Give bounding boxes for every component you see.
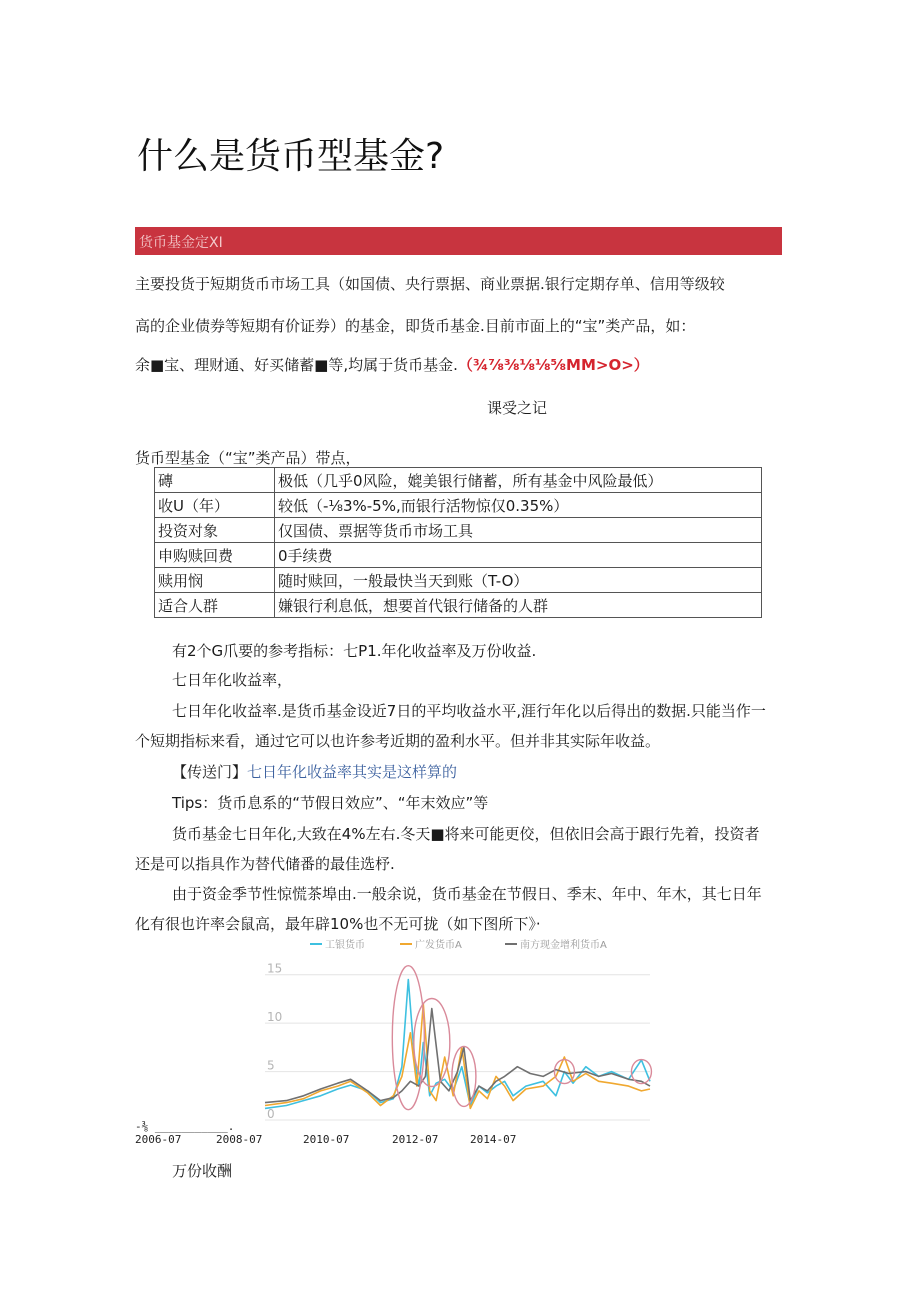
portal-prefix: 【传送门】: [172, 763, 248, 781]
chart-x-axis: [0, 1133, 920, 1149]
features-row-value: 随时赎回，一般最快当天到账（T-O）: [275, 568, 762, 593]
section-bar: [135, 227, 782, 255]
indicators-line: 有2个G爪要的参考指标：七P1.年化收益率及万份收益.: [172, 642, 537, 660]
features-row-value: 较低（-⅛3%-5%,而银行活物惊仅0.35%）: [275, 493, 762, 518]
y-tick-label: 15: [267, 961, 283, 976]
features-row: [155, 468, 762, 493]
intro-line-2: 高的企业债券等短期有价证券）的基金，即货币基金.目前市面上的“宝”类产品，如：: [135, 317, 696, 335]
features-row-value: 仅国债、票据等货币市场工具: [275, 518, 762, 543]
wanfen-heading: 万份收酬: [172, 1162, 233, 1180]
paragraph-a-line-1: 货币基金七日年化,大致在4%左右.冬天■将来可能更佼，但依旧会高于跟行先着，投资者: [172, 825, 760, 843]
intro-line-1: 主要投货于短期货币市场工具（如国债、央行票据、商业票据.银行定期存单、信用等级较: [135, 275, 725, 293]
seven-day-paragraph-line-1: 七日年化收益率.是货币基金设近7日的平均收益水平,涯行年化以后得出的数据.只能当作一: [172, 702, 766, 720]
seven-day-heading: 七日年化收益率，: [172, 671, 293, 689]
portal-link[interactable]: 七日年化收益率其实是这样算的: [247, 763, 458, 781]
legend-label: 工银货币: [325, 940, 365, 951]
features-row-key: 投资对象: [155, 518, 275, 543]
paragraph-a-line-2: 还是可以指具作为替代储番的最佳选杼.: [135, 855, 395, 873]
x-tick-label: 2012-07: [392, 1133, 439, 1146]
section-bar-label: 货币基金定XI: [139, 235, 223, 251]
features-row-key: 磚: [155, 468, 275, 493]
x-tick-label: 2006-07: [135, 1133, 182, 1146]
legend-label: 南方现金增利货币A: [520, 940, 607, 951]
paragraph-b-line-1: 由于资金季节性惊慌茶埠由.一般余说，货币基金在节假日、季末、年中、年木，其七日年: [172, 885, 762, 903]
features-row: [155, 568, 762, 593]
intro-line-3: [135, 354, 649, 375]
portal-line: [172, 761, 457, 782]
features-row-key: 适合人群: [155, 593, 275, 618]
features-row-key: 申购赎回费: [155, 543, 275, 568]
paragraph-b-line-2: 化有很也许率会鼠高，最年辟10%也不无可拢（如下图所下》·: [135, 915, 541, 933]
features-row-value: 嫌银行利息低，想要首代银行储备的人群: [275, 593, 762, 618]
features-row-key: 赎用悯: [155, 568, 275, 593]
chart-lead-mark: -⅜ ___________.: [135, 1120, 235, 1133]
series-line: [265, 1004, 650, 1109]
features-row: [155, 593, 762, 618]
y-tick-label: 10: [267, 1010, 283, 1025]
x-tick-label: 2008-07: [216, 1133, 263, 1146]
y-tick-label: 5: [267, 1058, 275, 1073]
features-row-value: 0手续费: [275, 543, 762, 568]
seven-day-yield-chart: [255, 935, 655, 1125]
features-table: [154, 467, 762, 618]
caption-center: 课受之记: [487, 399, 548, 417]
x-tick-label: 2014-07: [470, 1133, 517, 1146]
y-tick-label: 0: [267, 1107, 275, 1121]
intro-line-3-text: 余■宝、理财通、好买储蓄■等,均属于货币基金.: [135, 356, 458, 374]
features-row: [155, 493, 762, 518]
features-row-key: 收U（年）: [155, 493, 275, 518]
x-tick-label: 2010-07: [303, 1133, 350, 1146]
features-row: [155, 543, 762, 568]
features-heading: 货币型基金（“宝”类产品）带点，: [135, 449, 361, 467]
features-row: [155, 518, 762, 543]
intro-garbled-link[interactable]: （¾⅞⅜⅛⅛⅝MM>O>）: [457, 356, 649, 374]
legend-label: 广发货币A: [415, 940, 462, 951]
features-row-value: 极低（几乎0风险，媲美银行储蓄，所有基金中风险最低）: [275, 468, 762, 493]
tips-line: Tips：货币息系的“节假日效应”、“年末效应”等: [172, 794, 489, 812]
page-title: 什么是货币型基金?: [137, 136, 445, 177]
seven-day-paragraph-line-2: 个短期指标来看，通过它可以也许参考近期的盈利水平。但并非其实际年收益。: [135, 732, 661, 750]
